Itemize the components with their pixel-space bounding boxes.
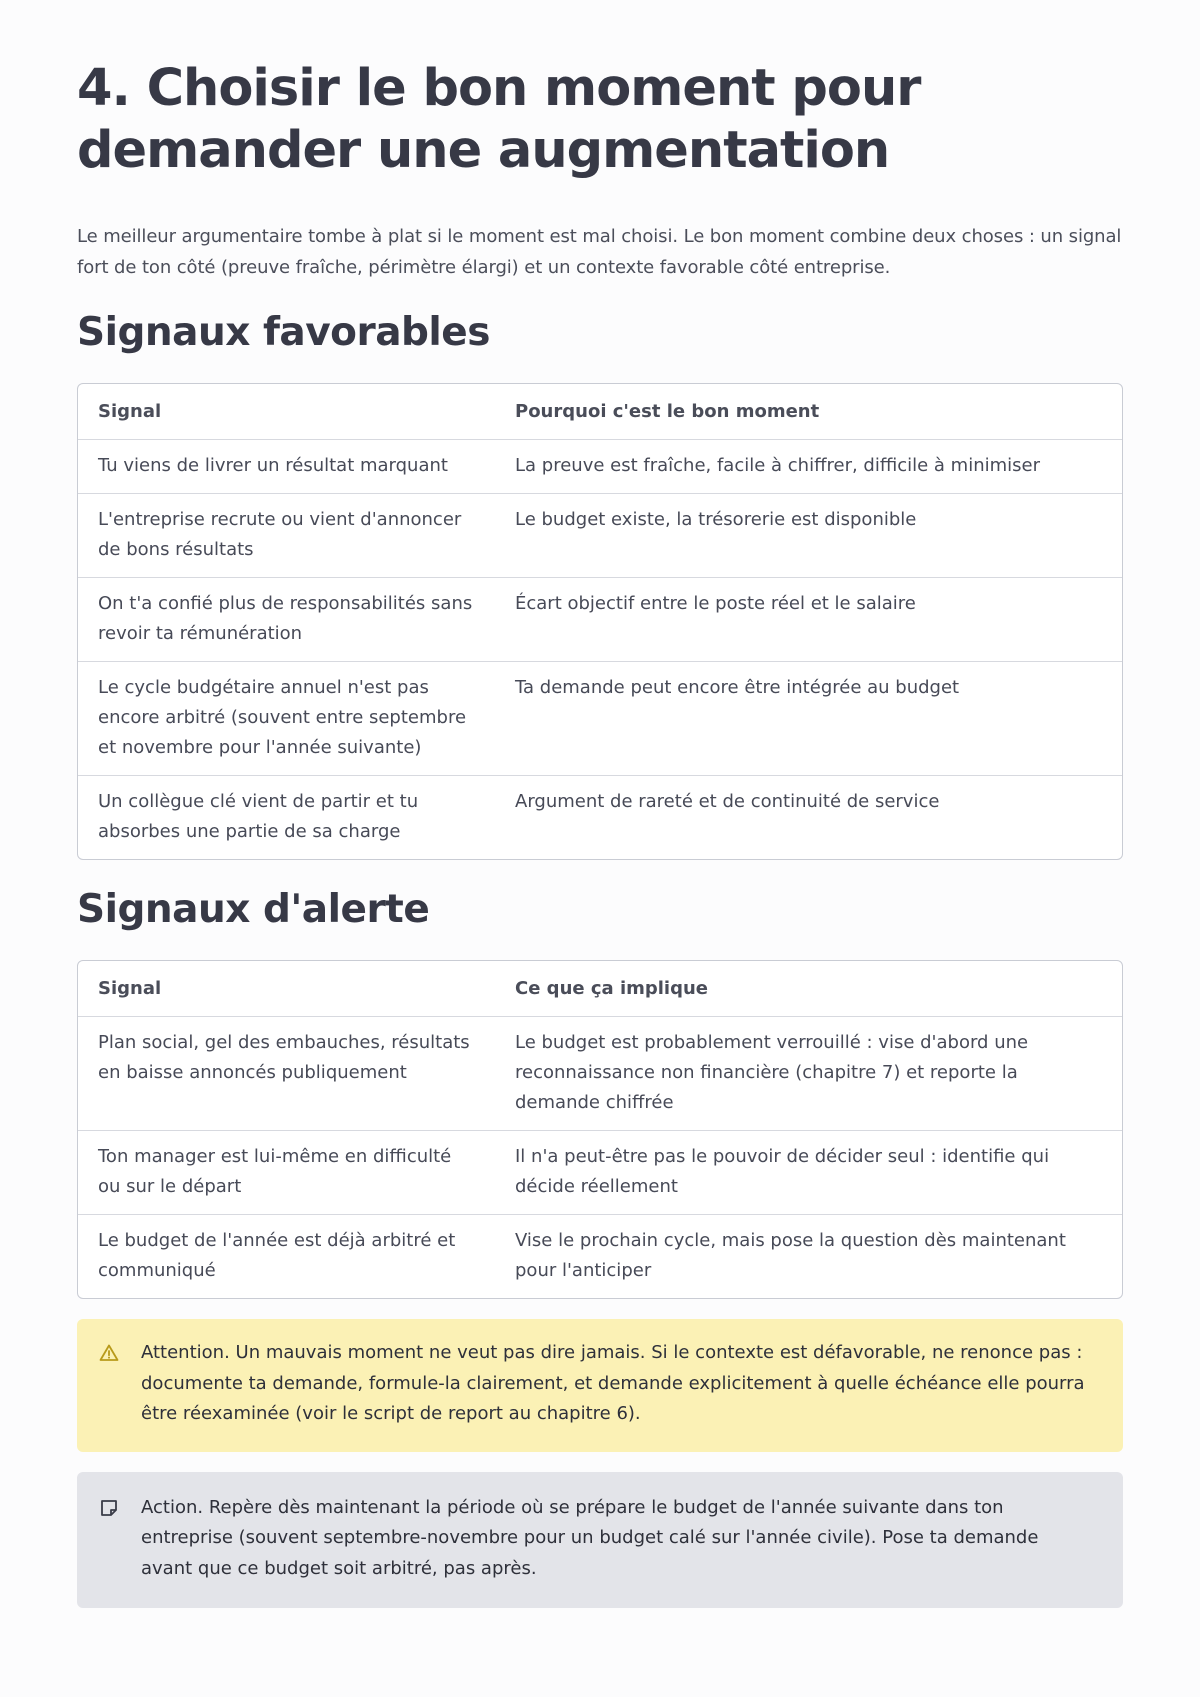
column-header: Signal xyxy=(78,384,495,440)
column-header: Ce que ça implique xyxy=(495,961,1122,1017)
signal-cell: Tu viens de livrer un résultat marquant xyxy=(78,440,495,494)
table-header-row xyxy=(78,961,1122,1017)
table-row xyxy=(78,494,1122,578)
reason-cell: La preuve est fraîche, facile à chiffrer, difficile à minimiser xyxy=(495,440,1122,494)
intro-paragraph: Le meilleur argumentaire tombe à plat si le moment est mal choisi. Le bon moment combine deux choses : un signal fort de ton côté (preuve fraîche, périmètre élargi) et un contexte favorable côté entreprise. xyxy=(77,226,1122,278)
alert-signals-table xyxy=(77,960,1123,1299)
signal-cell: Un collègue clé vient de partir et tu absorbes une partie de sa charge xyxy=(98,791,419,842)
reason-cell: Le budget existe, la trésorerie est disponible xyxy=(495,494,1122,578)
table-row xyxy=(78,578,1122,662)
implication-cell: Vise le prochain cycle, mais pose la question dès maintenant pour l'anticiper xyxy=(515,1230,1066,1281)
table-row xyxy=(78,1215,1122,1298)
warning-text: Attention. Un mauvais moment ne veut pas dire jamais. Si le contexte est défavorable, ne renonce pas : documente ta demande, formule-la clairement, et demande explicitement à quelle échéance elle pourra être réexaminée (voir le script de report au chapitre 6). xyxy=(141,1342,1085,1424)
signal-cell: Le cycle budgétaire annuel n'est pas encore arbitré (souvent entre septembre et novembre pour l'année suivante) xyxy=(78,662,495,776)
table-row xyxy=(78,662,1122,776)
signal-cell: Ton manager est lui-même en difficulté ou sur le départ xyxy=(78,1131,495,1215)
reason-cell: Argument de rareté et de continuité de service xyxy=(515,791,940,812)
column-header: Signal xyxy=(78,961,495,1017)
signal-cell: On t'a confié plus de responsabilités sans revoir ta rémunération xyxy=(78,578,495,662)
table-row xyxy=(78,440,1122,494)
reason-cell: Écart objectif entre le poste réel et le salaire xyxy=(495,578,1122,662)
table-row xyxy=(78,1017,1122,1131)
table-row xyxy=(78,1131,1122,1215)
signal-cell: Plan social, gel des embauches, résultats en baisse annoncés publiquement xyxy=(78,1017,495,1131)
implication-cell: Il n'a peut-être pas le pouvoir de décider seul : identifie qui décide réellement xyxy=(495,1131,1122,1215)
note-icon xyxy=(99,1498,119,1518)
signal-cell: Le budget de l'année est déjà arbitré et communiqué xyxy=(98,1230,456,1281)
implication-cell: Le budget est probablement verrouillé : vise d'abord une reconnaissance non financière (chapitre 7) et reporte la demande chiffrée xyxy=(495,1017,1122,1131)
section-heading-alert: Signaux d'alerte xyxy=(77,887,430,932)
section-heading-favorable: Signaux favorables xyxy=(77,310,490,355)
reason-cell: Ta demande peut encore être intégrée au budget xyxy=(495,662,1122,776)
table-row xyxy=(78,776,1122,859)
action-callout xyxy=(77,1472,1123,1609)
table-header-row xyxy=(78,384,1122,440)
warning-callout xyxy=(77,1319,1123,1452)
favorable-signals-table xyxy=(77,383,1123,860)
signal-cell: L'entreprise recrute ou vient d'annoncer de bons résultats xyxy=(78,494,495,578)
column-header: Pourquoi c'est le bon moment xyxy=(495,384,1122,440)
warning-triangle-icon xyxy=(99,1343,119,1363)
page-title: 4. Choisir le bon moment pour demander une augmentation xyxy=(77,59,921,180)
action-text: Action. Repère dès maintenant la période où se prépare le budget de l'année suivante dans ton entreprise (souvent septembre-novembre pour un budget calé sur l'année civile). Pose ta demande avant que ce budget soit arbitré, pas après. xyxy=(141,1496,1039,1579)
